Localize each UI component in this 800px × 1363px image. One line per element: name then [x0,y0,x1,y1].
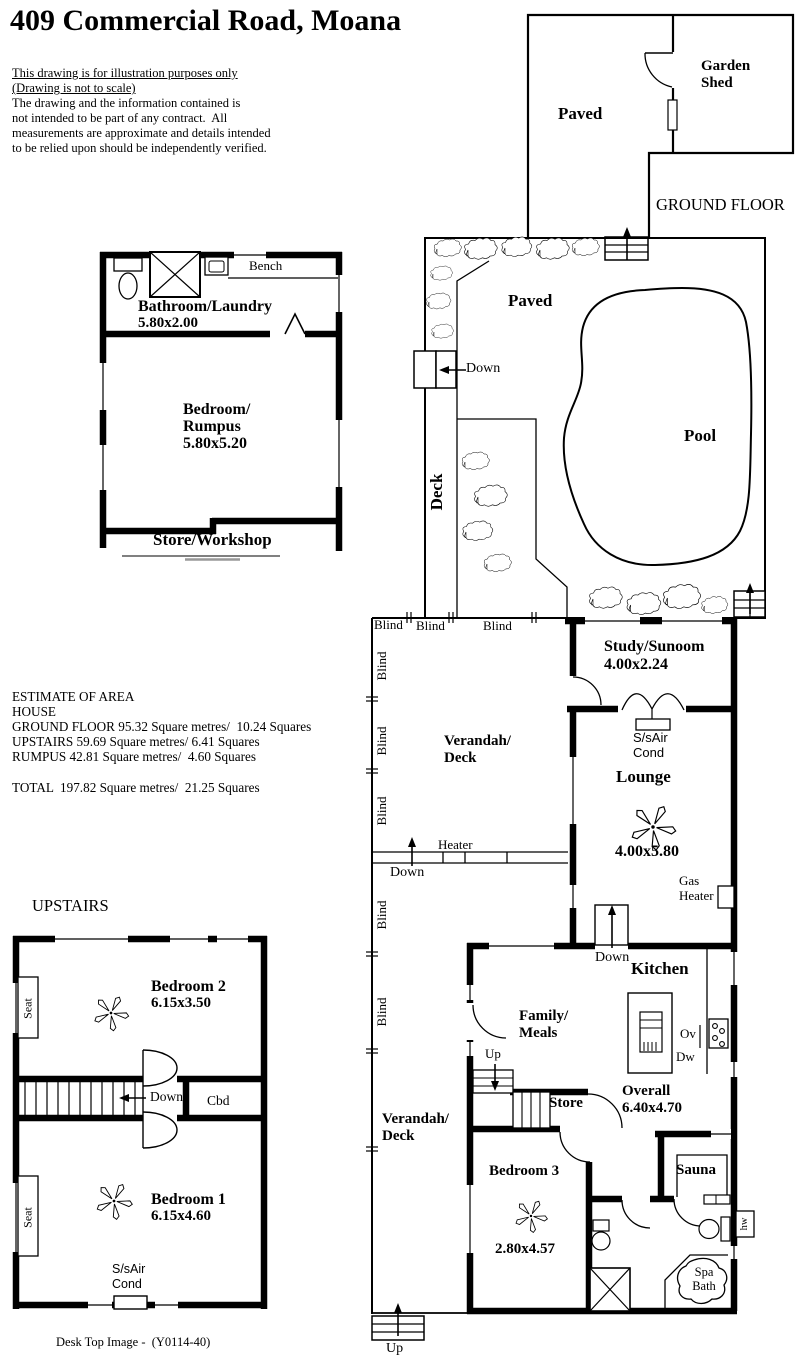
down-label-deck: Down [466,361,501,376]
kitchen-island [628,993,672,1073]
disclaimer-line: The drawing and the information contained is [12,96,241,110]
footer-credit: Desk Top Image - (Y0114-40) [56,1335,211,1349]
down-label-stairwell: Down [595,950,630,965]
upstairs-plan [11,934,267,1310]
verandah-label-upper: Verandah/ [444,733,511,749]
blind-label: Blind [483,618,512,633]
kitchen-label: Kitchen [631,959,689,978]
disclaimer-line: measurements are approximate and details intended [12,126,271,140]
estimate-house: HOUSE [12,704,56,719]
shed-door-arc [645,53,672,87]
deck-down-landing [414,351,466,388]
up-arrow [408,837,416,847]
up-label-stairs: Up [485,1046,501,1061]
ceiling-fan-bedroom3 [515,1200,548,1233]
bedroom-rumpus-label: Bedroom/ [183,401,251,418]
ceiling-fan-bedroom2 [94,996,129,1031]
ground-floor-label: GROUND FLOOR [656,195,785,214]
verandah-steps [372,1303,424,1340]
paved-garden-boundary [457,419,567,618]
aircond-label-upstairs2: Cond [112,1277,142,1291]
disclaimer-line: to be relied upon should be independently verified. [12,141,267,155]
blind-label: Blind [373,997,389,1027]
study-sunroom-label: Study/Sunoom [604,638,705,655]
shower-ground [590,1268,630,1311]
verandah-label-lower2: Deck [382,1128,415,1144]
verandah-label-upper2: Deck [444,750,477,766]
hot-water-label: hw [739,1217,751,1231]
courtyard-steps [605,227,648,260]
estimate-total: TOTAL 197.82 Square metres/ 21.25 Squares [12,780,260,795]
house-walls [467,618,737,1314]
blind-label: Blind [373,726,389,756]
ceiling-fan-bedroom1 [96,1183,133,1220]
cupboard-label: Cbd [207,1093,230,1108]
heater-label: Heater [438,837,473,852]
page-title: 409 Commercial Road, Moana [10,4,402,37]
disclaimer-line: not intended to be part of any contract. All [12,111,228,125]
pool-outline [564,288,752,565]
blind-label: Blind [374,617,403,632]
blind-label: Blind [373,651,389,681]
upstairs-stair-treads [25,1082,135,1115]
up-label-steps: Up [386,1341,404,1356]
aircond-label: S/sAir [633,730,668,745]
shed-window [668,100,677,130]
bathroom-laundry-dims: 5.80x2.00 [138,315,198,331]
up-arrow [394,1303,402,1313]
estimate-ground: GROUND FLOOR 95.32 Square metres/ 10.24 Squares [12,719,312,734]
store-workshop-label: Store/Workshop [153,530,272,549]
bench-label: Bench [249,258,283,273]
bathroom-door-mark [285,314,305,334]
lounge-dims: 4.00x5.80 [615,843,679,860]
estimate-heading: ESTIMATE OF AREA [12,689,135,704]
paved-label-top: Paved [558,104,603,123]
bedroom2-dims: 6.15x3.50 [151,995,211,1011]
family-meals-label2: Meals [519,1025,558,1041]
pool-label: Pool [684,426,717,445]
spa-bath-label: Spa [694,1265,714,1279]
garden-shed-label: Garden [701,58,751,74]
bedroom1-dims: 6.15x4.60 [151,1208,211,1224]
cooktop [709,1019,728,1048]
aircond-label-upstairs: S/sAir [112,1262,146,1276]
stairs-up [473,1064,550,1128]
blind-label: Blind [416,618,445,633]
aircon-unit [636,719,670,730]
family-meals-label: Family/ [519,1008,569,1024]
estimate-rumpus: RUMPUS 42.81 Square metres/ 4.60 Squares [12,749,256,764]
aircond-label2: Cond [633,745,665,760]
sauna-bench [704,1195,730,1204]
toilet-bathroom [592,1220,610,1250]
bedroom3-dims: 2.80x4.57 [495,1241,555,1257]
heater-shelf [372,852,568,863]
upstairs-label: UPSTAIRS [32,896,109,915]
sauna-label: Sauna [676,1162,717,1178]
sink-rumpus [205,257,228,275]
up-arrow [746,583,754,593]
seat-label-bedroom1: Seat [20,1207,35,1228]
pool-steps [734,583,765,617]
bedroom3-label: Bedroom 3 [489,1163,560,1179]
bedroom1-label: Bedroom 1 [151,1191,226,1208]
down-label-verandah: Down [390,865,425,880]
shower-rumpus [150,252,200,297]
dishwasher-label: Dw [676,1049,695,1064]
estimate-upstairs: UPSTAIRS 59.69 Square metres/ 6.41 Squares [12,734,260,749]
aircon-unit-upstairs [114,1296,147,1309]
seat-label-bedroom2: Seat [20,998,35,1019]
disclaimer-line: This drawing is for illustration purposes only [12,66,238,80]
bathroom-laundry-label: Bathroom/Laundry [138,298,272,315]
toilet-spa-room [699,1217,730,1241]
study-sunroom-dims: 4.00x2.24 [604,656,668,673]
store-label: Store [549,1095,583,1111]
verandah-label-lower: Verandah/ [382,1111,449,1127]
bedroom-rumpus-dims: 5.80x5.20 [183,435,247,452]
paved-label-pool: Paved [508,291,553,310]
garden-shed-label2: Shed [701,75,733,91]
disclaimer-line: (Drawing is not to scale) [12,81,136,95]
blind-label: Blind [373,796,389,826]
bedroom2-label: Bedroom 2 [151,978,226,995]
bedroom-rumpus-label2: Rumpus [183,418,241,435]
blind-label: Blind [373,900,389,930]
toilet-rumpus [114,258,142,299]
house-doors [473,677,701,1228]
deck-label: Deck [426,473,446,511]
stairwell-down [595,905,628,948]
gas-heater-label2: Heater [679,888,714,903]
overall-dims: 6.40x4.70 [622,1100,682,1116]
down-label-upstairs: Down [150,1089,183,1104]
overall-label: Overall [622,1083,671,1099]
up-arrow [623,227,631,237]
spa-bath-label2: Bath [692,1279,716,1293]
lounge-label: Lounge [616,767,671,786]
gas-heater-unit [718,886,734,908]
house-ground-floor [366,612,754,1340]
gas-heater-label: Gas [679,873,700,888]
oven-label: Ov [680,1026,696,1041]
